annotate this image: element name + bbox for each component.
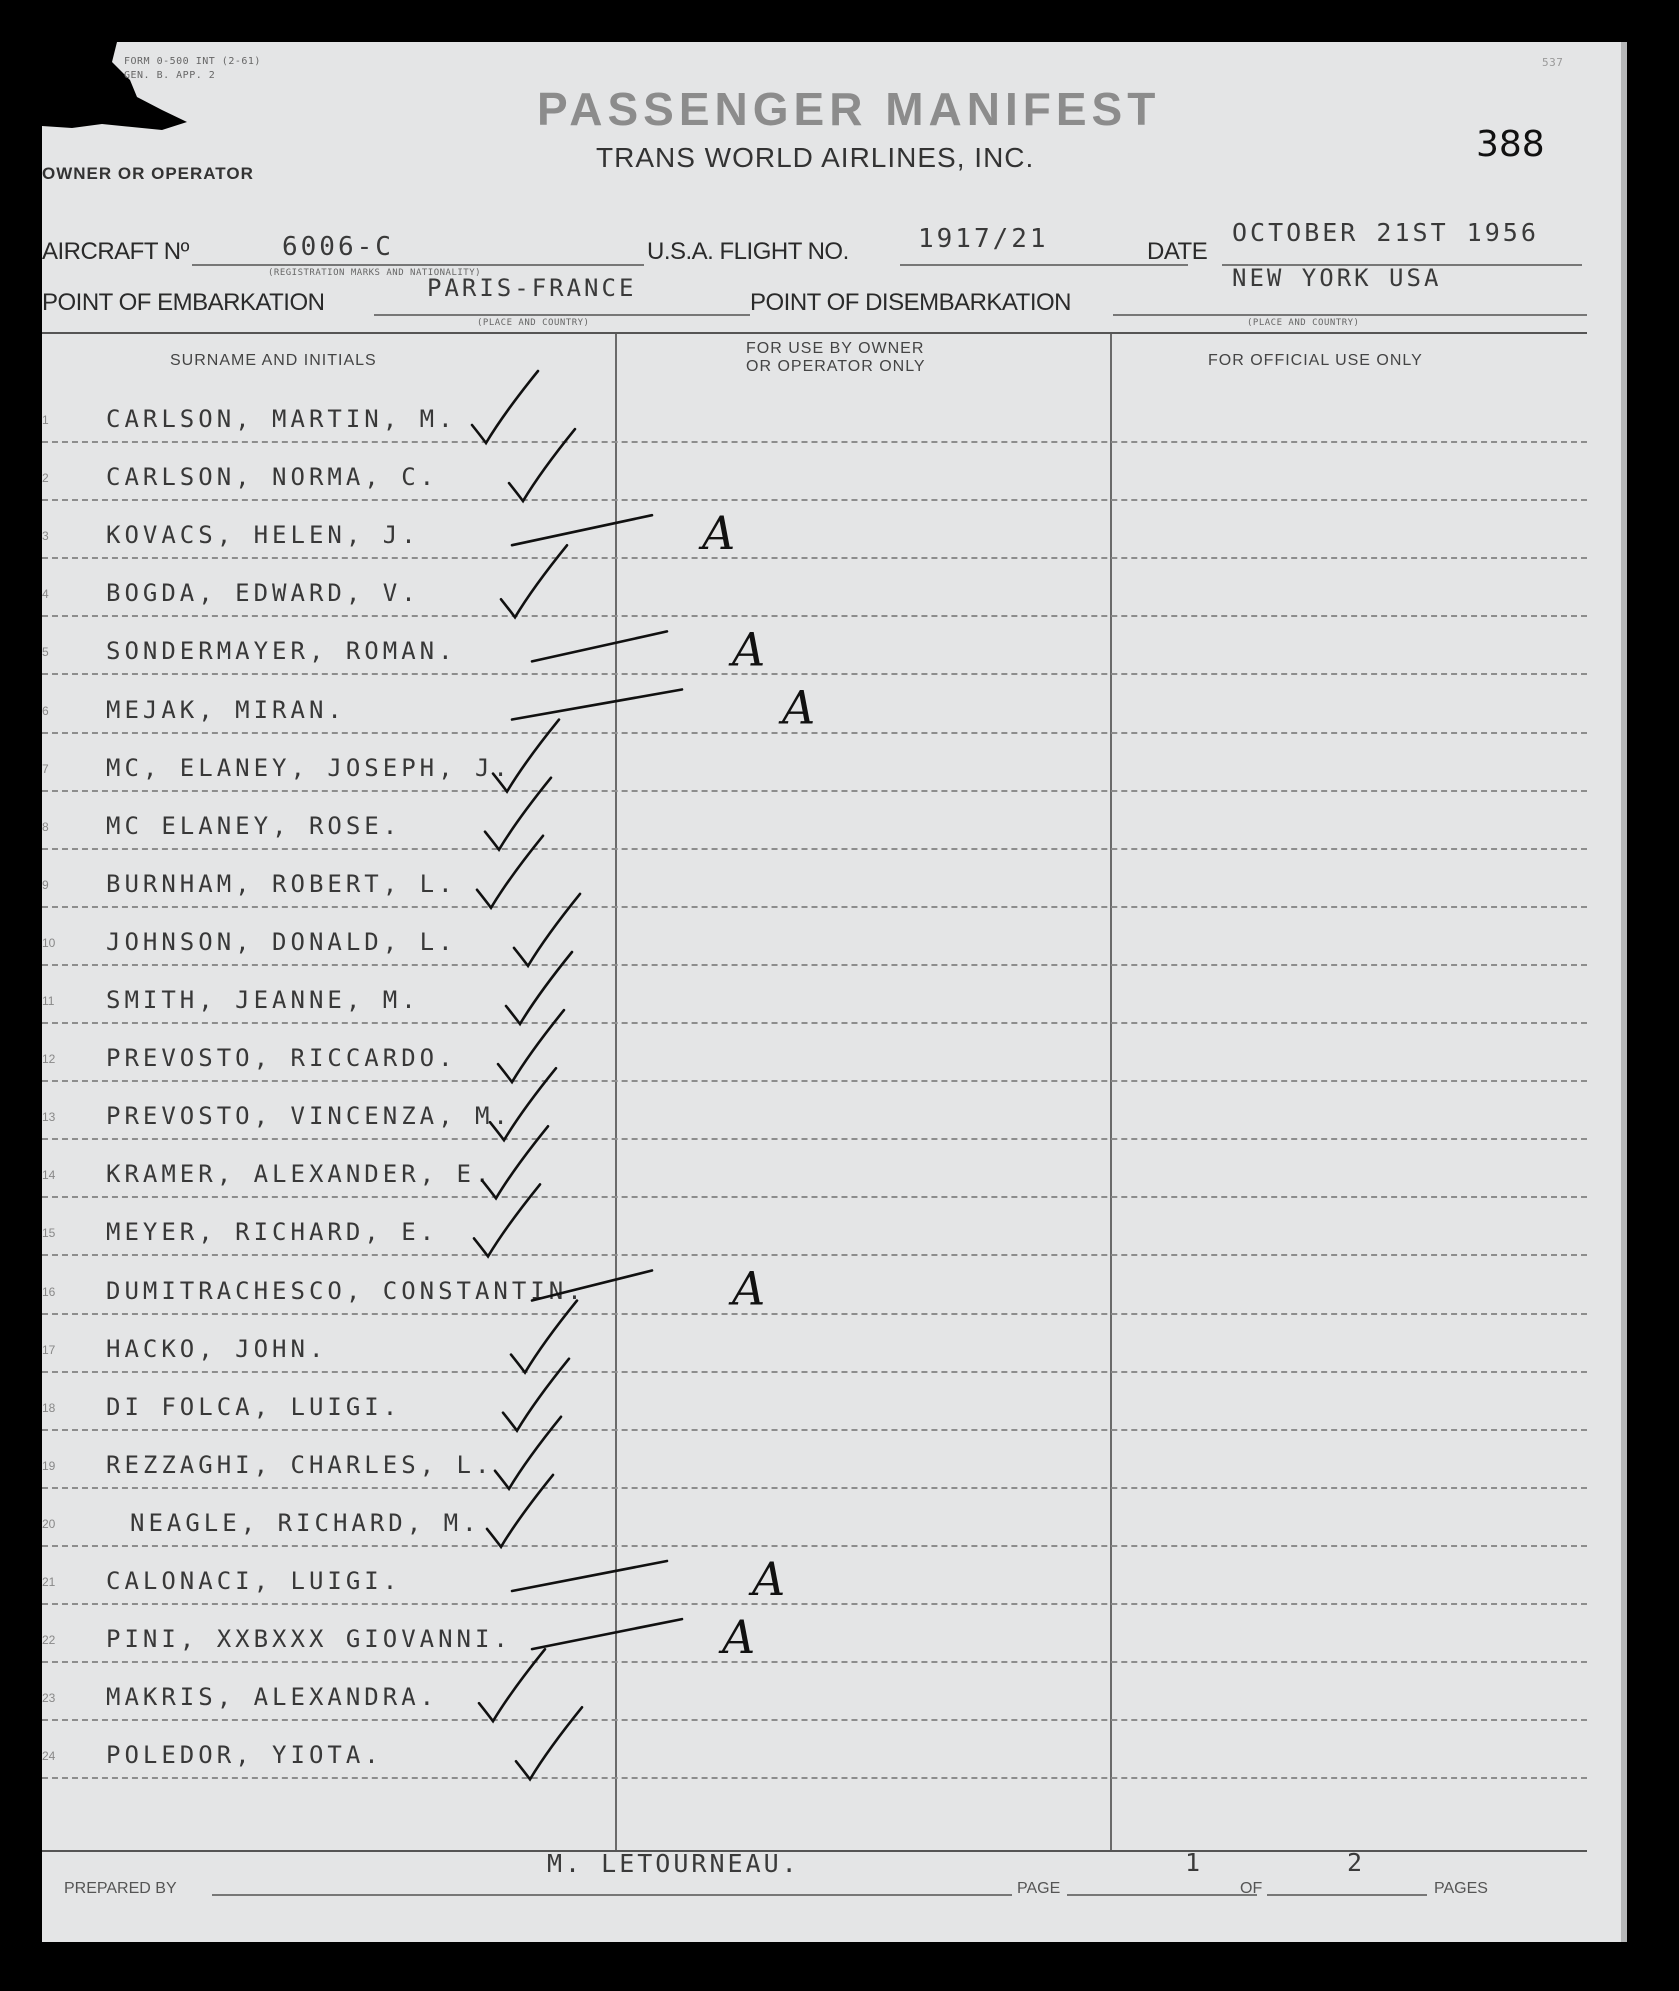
disembark-value: NEW YORK USA xyxy=(1232,264,1442,292)
page-stamp: 388 xyxy=(1476,124,1545,165)
col-header-names: SURNAME AND INITIALS xyxy=(170,352,377,369)
passenger-name: MEYER, RICHARD, E. xyxy=(106,1218,439,1247)
form-code: FORM 0-500 INT (2-61) xyxy=(124,56,261,67)
row-number: 10 xyxy=(42,935,56,950)
disembark-sub: (PLACE AND COUNTRY) xyxy=(1247,318,1360,328)
passenger-name: BURNHAM, ROBERT, L. xyxy=(106,869,457,898)
passenger-name: KRAMER, ALEXANDER, E. xyxy=(106,1160,494,1189)
strike-line xyxy=(512,515,652,545)
of-label: OF xyxy=(1240,1880,1263,1897)
pages-label: PAGES xyxy=(1434,1880,1488,1897)
col-header-official: FOR OFFICIAL USE ONLY xyxy=(1208,352,1423,369)
row-number: 20 xyxy=(42,1516,56,1531)
check-mark xyxy=(474,1184,540,1256)
row-number: 9 xyxy=(42,877,49,892)
owner-value: TRANS WORLD AIRLINES, INC. xyxy=(596,142,1035,173)
prepared-label: PREPARED BY xyxy=(64,1880,177,1897)
passenger-name: CALONACI, LUIGI. xyxy=(106,1567,402,1595)
admit-mark: A xyxy=(722,1610,756,1665)
admit-mark: A xyxy=(732,622,766,677)
strike-line xyxy=(532,1271,652,1301)
check-mark xyxy=(477,836,543,908)
admit-mark: A xyxy=(732,1261,766,1316)
row-number: 3 xyxy=(42,529,49,544)
passenger-name: DI FOLCA, LUIGI. xyxy=(106,1392,402,1421)
row-number: 24 xyxy=(42,1749,56,1764)
strike-line xyxy=(532,1619,682,1649)
page-title: PASSENGER MANIFEST xyxy=(537,83,1161,135)
passenger-name: REZZAGHI, CHARLES, L. xyxy=(106,1450,494,1479)
admit-mark: A xyxy=(702,506,736,561)
passenger-name: SONDERMAYER, ROMAN. xyxy=(106,637,457,666)
check-mark xyxy=(501,545,567,617)
passenger-name: PINI, XXBXXX GIOVANNI. xyxy=(106,1625,512,1654)
col-header-owner-1: FOR USE BY OWNER xyxy=(746,340,925,357)
passenger-name: SMITH, JEANNE, M. xyxy=(106,986,420,1014)
passenger-name: MC ELANEY, ROSE. xyxy=(106,811,402,840)
row-number: 18 xyxy=(42,1400,56,1415)
embark-sub: (PLACE AND COUNTRY) xyxy=(477,318,590,328)
passenger-name: CARLSON, NORMA, C. xyxy=(106,463,439,492)
prepared-value: M. LETOURNEAU. xyxy=(547,1849,800,1878)
aircraft-label: AIRCRAFT Nº xyxy=(42,238,189,265)
check-mark xyxy=(479,1649,545,1721)
aircraft-sub: (REGISTRATION MARKS AND NATIONALITY) xyxy=(268,268,482,278)
aircraft-value: 6006-C xyxy=(282,232,394,262)
row-number: 19 xyxy=(42,1458,56,1473)
admit-mark: A xyxy=(782,680,816,735)
passenger-name: PREVOSTO, RICCARDO. xyxy=(106,1044,457,1073)
passenger-name: CARLSON, MARTIN, M. xyxy=(106,405,457,433)
passenger-name: JOHNSON, DONALD, L. xyxy=(106,927,457,956)
check-mark xyxy=(516,1707,582,1779)
passenger-name: BOGDA, EDWARD, V. xyxy=(106,579,420,608)
row-number: 12 xyxy=(42,1052,56,1067)
row-number: 21 xyxy=(42,1575,56,1589)
row-number: 1 xyxy=(42,413,49,427)
owner-label: OWNER OR OPERATOR xyxy=(42,164,254,183)
embark-label: POINT OF EMBARKATION xyxy=(42,289,325,316)
page-edge xyxy=(1621,42,1627,1942)
strike-line xyxy=(512,1561,667,1591)
passenger-name: POLEDOR, YIOTA. xyxy=(106,1741,383,1770)
row-number: 4 xyxy=(42,587,49,602)
check-mark xyxy=(487,1475,553,1547)
passenger-name: MC, ELANEY, JOSEPH, J. xyxy=(106,753,512,782)
strike-line xyxy=(512,690,682,720)
passenger-name: HACKO, JOHN. xyxy=(106,1334,328,1363)
admit-mark: A xyxy=(752,1552,786,1606)
row-number: 5 xyxy=(42,645,49,660)
strike-line xyxy=(532,631,667,661)
corner-code: 537 xyxy=(1542,56,1564,69)
passenger-name: KOVACS, HELEN, J. xyxy=(106,521,420,550)
flight-label: U.S.A. FLIGHT NO. xyxy=(647,238,849,265)
passenger-name: PREVOSTO, VINCENZA, M. xyxy=(106,1102,512,1131)
col-header-owner-2: OR OPERATOR ONLY xyxy=(746,358,926,375)
row-number: 11 xyxy=(42,994,55,1008)
row-number: 14 xyxy=(42,1168,56,1183)
passenger-name: MAKRIS, ALEXANDRA. xyxy=(106,1683,439,1712)
row-number: 13 xyxy=(42,1110,56,1125)
row-number: 2 xyxy=(42,471,49,486)
handwritten-annotations xyxy=(42,42,1627,1942)
row-number: 22 xyxy=(42,1633,56,1648)
of-value: 2 xyxy=(1347,1848,1366,1877)
date-value: OCTOBER 21ST 1956 xyxy=(1232,218,1539,247)
date-label: DATE xyxy=(1147,238,1208,265)
passenger-name: MEJAK, MIRAN. xyxy=(106,695,346,724)
check-mark xyxy=(472,371,538,443)
row-number: 17 xyxy=(42,1342,56,1357)
flight-value: 1917/21 xyxy=(918,224,1049,254)
row-number: 8 xyxy=(42,819,49,834)
page-label: PAGE xyxy=(1017,1880,1061,1897)
row-number: 16 xyxy=(42,1284,56,1299)
disembark-label: POINT OF DISEMBARKATION xyxy=(750,289,1071,316)
form-code-2: GEN. B. APP. 2 xyxy=(124,70,216,81)
row-number: 15 xyxy=(42,1226,56,1241)
row-number: 23 xyxy=(42,1691,56,1706)
row-number: 6 xyxy=(42,703,49,718)
passenger-name: NEAGLE, RICHARD, M. xyxy=(130,1508,481,1537)
page-value: 1 xyxy=(1185,1848,1204,1877)
manifest-page xyxy=(42,42,1627,1942)
row-number: 7 xyxy=(42,761,49,776)
embark-value: PARIS-FRANCE xyxy=(427,274,637,302)
check-mark xyxy=(509,429,575,501)
passenger-name: DUMITRACHESCO, CONSTANTIN. xyxy=(106,1276,586,1305)
